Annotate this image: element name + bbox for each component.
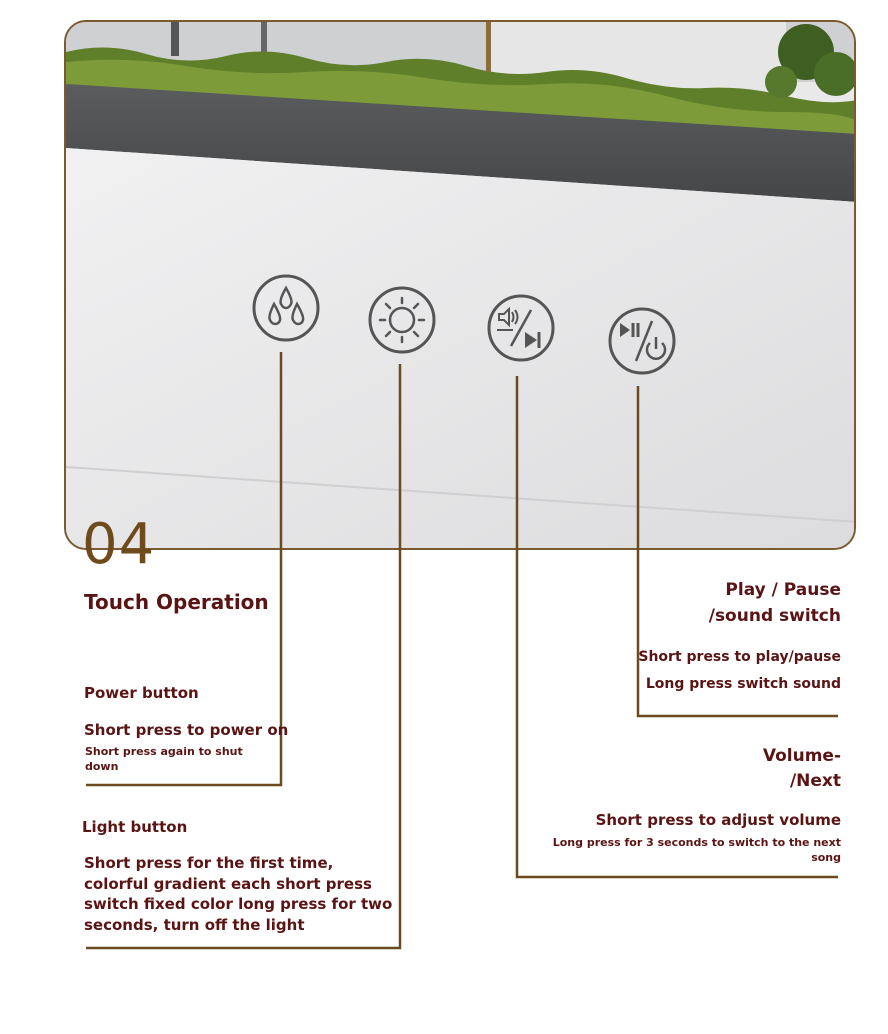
power-line2: Short press again to shut down (85, 745, 243, 773)
volume-line1: Short press to adjust volume (595, 811, 841, 829)
play-line1: Short press to play/pause (638, 649, 841, 665)
play-line2: Long press switch sound (645, 676, 841, 692)
section-title: Touch Operation (84, 590, 269, 614)
play-heading2: /sound switch (708, 606, 841, 626)
play-heading1: Play / Pause (725, 580, 841, 600)
light-desc: Short press for the first time, colorful gradient each short press switch fixed color long press for two seconds, turn off the light (84, 854, 393, 934)
volume-heading2: /Next (789, 771, 841, 791)
light-heading: Light button (82, 818, 188, 836)
power-line1: Short press to power on (84, 721, 289, 739)
play-callout-line (638, 386, 838, 716)
volume-heading1: Volume- (762, 746, 841, 766)
section-number: 04 (82, 512, 156, 577)
volume-line2: Long press for 3 seconds to switch to the next song (552, 836, 841, 864)
power-heading: Power button (84, 684, 199, 702)
volume-callout-line (517, 376, 838, 877)
